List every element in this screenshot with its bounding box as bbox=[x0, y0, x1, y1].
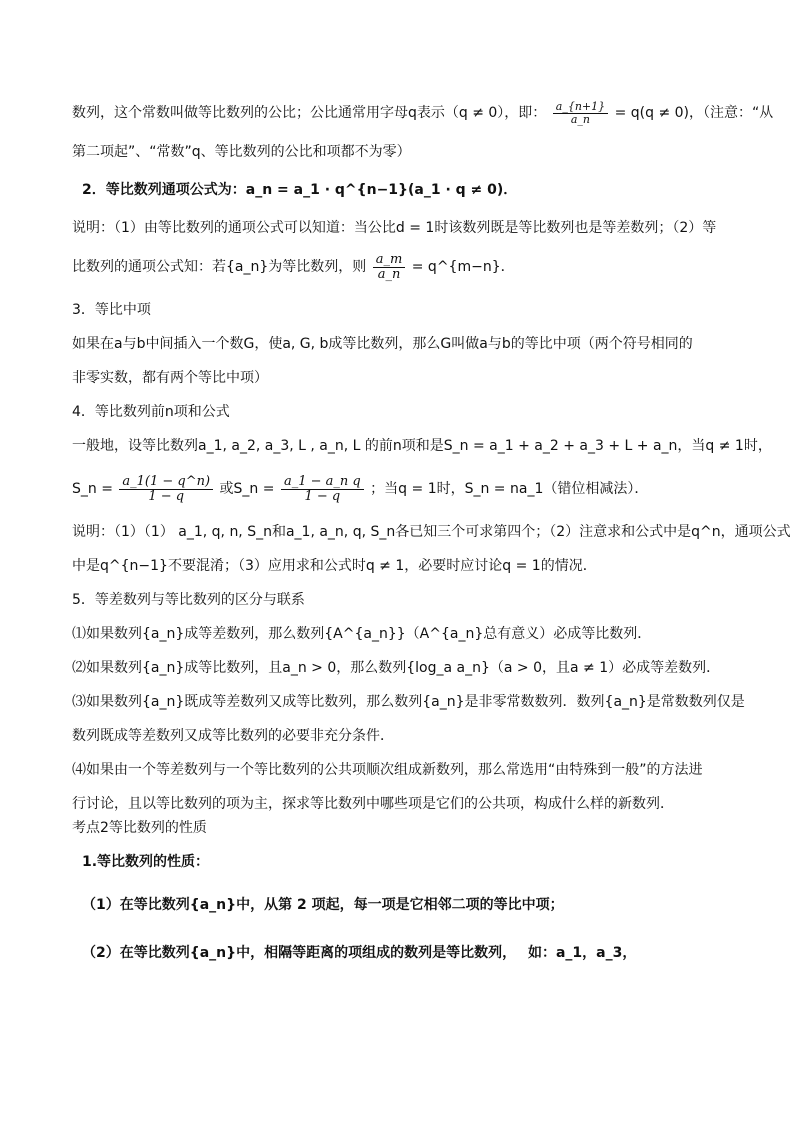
text-run: 数列，这个常数叫做等比数列的公比；公比通常用字母q表示（q ≠ 0），即： bbox=[72, 105, 547, 121]
paragraph-line: ⑵如果数列{a_n}成等比数列，且a_n > 0，那么数列{log_a a_n}（a > 0，且a ≠ 1）必成等差数列． bbox=[72, 660, 721, 676]
paragraph-line: 非零实数，都有两个等比中项） bbox=[72, 370, 268, 386]
section-heading: 5．等差数列与等比数列的区分与联系 bbox=[72, 592, 305, 608]
ratio-fraction bbox=[553, 101, 608, 125]
paragraph-line: 数列既成等差数列又成等比数列的必要非充分条件． bbox=[72, 728, 394, 744]
paragraph-line bbox=[72, 96, 774, 130]
fraction-denominator: a_n bbox=[570, 112, 591, 126]
paragraph-line: ⑴如果数列{a_n}成等差数列，那么数列{A^{a_n}}（A^{a_n}总有意义）必成等比数列． bbox=[72, 626, 652, 642]
section-heading: 考点2等比数列的性质 bbox=[72, 820, 207, 836]
paragraph-line: ⑶如果数列{a_n}既成等差数列又成等比数列，那么数列{a_n}是非零常数数列．数列{a_n}是常数数列仅是 bbox=[72, 694, 745, 710]
sum-fraction bbox=[281, 475, 364, 503]
paragraph-line: 说明：（1）（1） a_1, q, n, S_n和a_1, a_n, q, S_n各已知三个可求第四个；（2）注意求和公式中是q^n，通项公式 bbox=[72, 524, 791, 540]
fraction-denominator: 1 − q bbox=[148, 488, 185, 504]
text-run: 或S_n = bbox=[219, 481, 275, 497]
paragraph-line: （1）在等比数列{a_n}中，从第 2 项起，每一项是它相邻二项的等比中项； bbox=[82, 897, 564, 913]
text-run: 比数列的通项公式知：若{a_n}为等比数列，则 bbox=[72, 259, 367, 275]
text-run: = q(q ≠ 0)，（注意：“从 bbox=[614, 105, 774, 121]
sum-fraction bbox=[119, 475, 213, 503]
fraction-numerator: a_1(1 − q^n) bbox=[119, 475, 213, 490]
paragraph-line: 如果在a与b中间插入一个数G，使a, G, b成等比数列，那么G叫做a与b的等比中项（两个符号相同的 bbox=[72, 336, 693, 352]
fraction-numerator: a_1 − a_n q bbox=[281, 475, 364, 490]
section-heading: 4．等比数列前n项和公式 bbox=[72, 404, 230, 420]
paragraph-line: （2）在等比数列{a_n}中，相隔等距离的项组成的数列是等比数列， 如：a_1，a_3， bbox=[82, 945, 637, 961]
subsection-heading: 1.等比数列的性质： bbox=[82, 854, 210, 870]
section-heading: 3．等比中项 bbox=[72, 302, 151, 318]
text-run: ；当q = 1时，S_n = na_1（错位相减法）． bbox=[370, 481, 649, 497]
ratio-fraction bbox=[373, 253, 406, 281]
formula-line bbox=[72, 472, 722, 506]
fraction-numerator: a_{n+1} bbox=[553, 101, 608, 114]
paragraph-line: 一般地，设等比数列a_1, a_2, a_3, L , a_n, L 的前n项和是S_n = a_1 + a_2 + a_3 + L + a_n，当q ≠ 1时， bbox=[72, 438, 772, 454]
section-heading: 2．等比数列通项公式为：a_n = a_1 · q^{n−1}(a_1 · q ≠ 0)． bbox=[82, 182, 518, 198]
paragraph-line: 说明：（1）由等比数列的通项公式可以知道：当公比d = 1时该数列既是等比数列也是等差数列；（2）等 bbox=[72, 220, 717, 236]
text-run: = q^{m−n}． bbox=[411, 259, 515, 275]
fraction-numerator: a_m bbox=[373, 253, 406, 268]
paragraph-line bbox=[72, 250, 722, 284]
paragraph-line: ⑷如果由一个等差数列与一个等比数列的公共项顺次组成新数列，那么常选用“由特殊到一般”的方法进 bbox=[72, 762, 703, 778]
fraction-denominator: a_n bbox=[377, 266, 401, 282]
text-run: S_n = bbox=[72, 481, 113, 497]
paragraph-line: 行讨论，且以等比数列的项为主，探求等比数列中哪些项是它们的公共项，构成什么样的新数列． bbox=[72, 796, 674, 812]
paragraph-line: 第二项起”、“常数”q、等比数列的公比和项都不为零） bbox=[72, 144, 411, 160]
fraction-denominator: 1 − q bbox=[304, 488, 341, 504]
paragraph-line: 中是q^{n−1}不要混淆；（3）应用求和公式时q ≠ 1，必要时应讨论q = 1的情况． bbox=[72, 558, 597, 574]
